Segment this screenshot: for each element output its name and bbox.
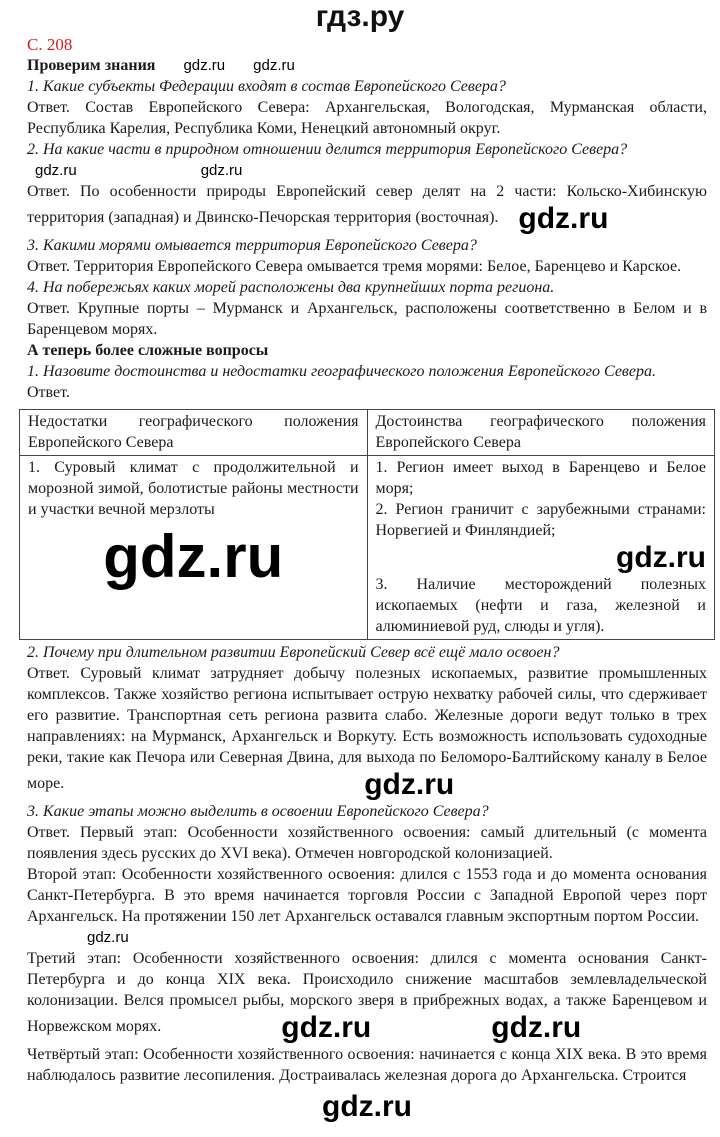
question: 1. Какие субъекты Федерации входят в состав Европейского Севера?	[27, 78, 506, 95]
table-header-cell: Недостатки географического положения Европейского Севера	[20, 410, 368, 456]
advantage-item: 1. Регион имеет выход в Баренцево и Белое моря;	[375, 459, 706, 497]
section-heading: Проверим знания	[27, 57, 156, 74]
watermark: gdz.ru	[518, 202, 609, 235]
section-heading: А теперь более сложные вопросы	[27, 342, 269, 359]
pros-cons-table	[19, 409, 715, 640]
watermark: gdz.ru	[364, 768, 455, 801]
advantage-item: 2. Регион граничит с зарубежными странами: Норвегией и Финляндией;	[375, 501, 706, 539]
question: 2. Почему при длительном развитии Европейский Север всё ещё мало освоен?	[27, 644, 560, 661]
watermark: gdz.ru	[200, 162, 243, 180]
table-header-cell: Достоинства географического положения Европейского Севера	[367, 410, 715, 456]
answer-text: Ответ. По особенности природы Европейский север делят на 2 части: Кольско-Хибинскую территория (западная) и Двинско-Печорская территория (восточная).	[27, 183, 707, 227]
page-number: С. 208	[27, 35, 73, 54]
answer: Ответ. Территория Европейского Севера омывается тремя морями: Белое, Баренцево и Карское.	[27, 258, 682, 275]
answer-text: Третий этап: Особенности хозяйственного освоения: длился с момента основания Санкт-Петербурга и до конца XIX века. Происходило снижение масштабов землевладельческой колонизации. Велся промысел рыбы, морского зверя в прибрежных водах, а также Баренцевом и Норвежском морях.	[27, 950, 707, 1036]
disadvantage-item: 1. Суровый климат с продолжительной и морозной зимой, болотистые районы местности и участки вечной мерзлоты	[28, 459, 359, 518]
answer-text: Ответ. Суровый климат затрудняет добычу полезных ископаемых, развитие промышленных комплексов. Также хозяйство региона испытывает острую нехватку рабочей силы, что сдерживает его развитие. Транспортная сеть региона развита слабо. Железные дороги ведут только в трех направлениях: на Мурманск, Архангельск и Воркуту. Есть возможность использовать судоходные реки, такие как Печора или Северная Двина, для выхода по Беломоро-Балтийскому каналу в Белое море.	[27, 665, 707, 793]
watermark-row	[27, 927, 707, 948]
watermark: gdz.ru	[616, 541, 706, 574]
table-row	[20, 456, 715, 640]
watermark: gdz.ru	[491, 1011, 582, 1044]
watermark: gdz.ru	[35, 162, 77, 180]
question: 2. На какие части в природном отношении делится территория Европейского Севера?	[27, 141, 628, 158]
answer: Ответ. Крупные порты – Мурманск и Архангельск, расположены соответственно в Белом и в Баренцевом морях.	[27, 300, 707, 338]
watermark: gdz.ru	[183, 57, 226, 75]
watermark: gdz.ru	[322, 1090, 412, 1123]
section-heading-row	[27, 55, 707, 76]
table-cell-disadvantages	[20, 456, 368, 640]
advantage-item: 3. Наличие месторождений полезных ископаемых (нефти и газа, железной и алюминиевой руд, слюды и угля).	[375, 576, 706, 635]
watermark: gdz.ru	[253, 57, 295, 75]
watermark: gdz.ru	[281, 1011, 372, 1044]
answer	[27, 181, 707, 235]
document-body	[27, 34, 707, 1137]
answer: Четвёртый этап: Особенности хозяйственного освоения: начинается с конца XIX века. В это время наблюдалось развитие лесопиления. Достраивалась железная дорога до Архангельска. Строится	[27, 1046, 707, 1084]
question: 3. Какими морями омывается территория Европейского Севера?	[27, 237, 477, 254]
answer: Ответ. Первый этап: Особенности хозяйственного освоения: самый длительный (с момента появления здесь русских до XVI века). Отмечен новгородской колонизацией.	[27, 824, 707, 862]
answer: Второй этап: Особенности хозяйственного освоения: длился с 1553 года и до момента основания Санкт-Петербурга. В это время начинается торговля России с Западной Европой через порт Архангельск. На протяжении 150 лет Архангельск оставался главным экспортным портом России.	[27, 866, 707, 925]
answer	[27, 948, 707, 1044]
question: 1. Назовите достоинства и недостатки географического положения Европейского Севера.	[27, 363, 656, 380]
table-header-row	[20, 410, 715, 456]
table-cell-advantages	[367, 456, 715, 640]
question: 4. На побережьях каких морей расположены два крупнейших порта региона.	[27, 279, 555, 296]
watermark: gdz.ru	[87, 929, 129, 947]
answer	[27, 663, 707, 801]
watermark-row	[27, 160, 707, 181]
answer: Ответ. Состав Европейского Севера: Архангельская, Вологодская, Мурманская области, Республика Карелия, Республика Коми, Ненецкий автономный округ.	[27, 99, 707, 137]
watermark: gdz.ru	[103, 523, 284, 590]
answer-label: Ответ.	[27, 384, 70, 401]
question: 3. Какие этапы можно выделить в освоении Европейского Севера?	[27, 803, 489, 820]
site-title[interactable]: гдз.ру	[315, 0, 405, 33]
